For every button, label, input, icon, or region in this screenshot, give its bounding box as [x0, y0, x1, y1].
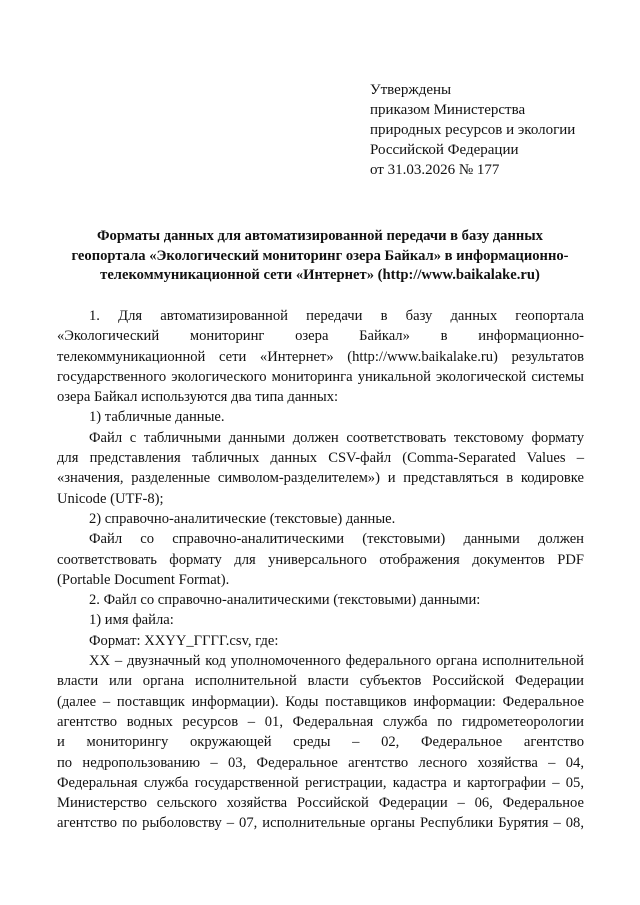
text-line: и мониторингу окружающей среды – 02, Федеральное агентство	[57, 734, 584, 751]
text-line: по недропользованию – 03, Федеральное агентство лесного хозяйства – 04,	[57, 754, 584, 771]
paragraph-4: 2) справочно-аналитические (текстовые) данные.	[89, 510, 396, 527]
paragraph-6: 2. Файл со справочно-аналитическими (текстовыми) данными:	[89, 592, 481, 609]
text-line: государственного экологического мониторинга уникальной экологической системы	[57, 368, 584, 385]
text-line: озера Байкал используются два типа данных:	[57, 389, 339, 406]
paragraph-7: 1) имя файла:	[89, 612, 174, 629]
text-line: «Экологический мониторинг озера Байкал» в информационно-	[57, 328, 584, 345]
title-line: телекоммуникационной сети «Интернет» (http://www.baikalake.ru)	[100, 267, 540, 283]
text-line: 1. Для автоматизированной передачи в базу данных геопортала	[89, 308, 584, 324]
text-line: телекоммуникационной сети «Интернет» (http://www.baikalake.ru) результатов	[57, 348, 584, 365]
text-line: для представления табличных данных CSV-файл (Comma-Separated Values –	[57, 450, 584, 467]
text-line: (Portable Document Format).	[57, 571, 230, 588]
paragraph-1	[57, 306, 584, 407]
title-line: геопортала «Экологический мониторинг озера Байкал» в информационно-	[71, 247, 569, 264]
text-line: Unicode (UTF-8);	[57, 490, 164, 507]
text-line: власти или органа исполнительной власти субъектов Российской Федерации	[57, 673, 584, 690]
title-line: Форматы данных для автоматизированной передачи в базу данных	[97, 228, 543, 244]
text-line: Министерство сельского хозяйства Российской Федерации – 06, Федеральное	[57, 795, 584, 812]
paragraph-2: 1) табличные данные.	[89, 409, 225, 426]
approval-line: Утверждены	[370, 82, 452, 98]
text-line: (далее – поставщик информации). Коды поставщиков информации: Федеральное	[57, 693, 584, 710]
text-line: Федеральная служба государственной регистрации, кадастра и картографии – 05,	[57, 774, 584, 791]
paragraph-3	[57, 428, 584, 509]
approval-line: природных ресурсов и экологии	[370, 122, 576, 138]
document-title	[58, 227, 582, 286]
paragraph-8: Формат: XXYY_ГГГГ.csv, где:	[89, 632, 279, 649]
approval-line: Российской Федерации	[370, 142, 519, 158]
text-line: соответствовать формату для универсального отображения документов PDF	[57, 551, 584, 568]
text-line: «значения, разделенные символом-разделителем») и представляться в кодировке	[57, 470, 584, 487]
approval-date-number: от 31.03.2026 № 177	[370, 162, 500, 178]
approval-line: приказом Министерства	[370, 102, 526, 118]
text-line: XX – двузначный код уполномоченного федерального органа исполнительной	[89, 653, 584, 670]
document-body	[57, 306, 584, 834]
text-line: агентство по рыболовству – 07, исполнительные органы Республики Бурятия – 08,	[57, 815, 584, 832]
approval-block	[370, 80, 575, 180]
paragraph-5	[57, 529, 584, 590]
text-line: Файл со справочно-аналитическими (текстовыми) данными должен	[89, 531, 584, 548]
text-line: Файл с табличными данными должен соответствовать текстовому формату	[89, 429, 584, 446]
text-line: агентство водных ресурсов – 01, Федеральная служба по гидрометеорологии	[57, 713, 584, 730]
paragraph-9	[57, 651, 584, 834]
